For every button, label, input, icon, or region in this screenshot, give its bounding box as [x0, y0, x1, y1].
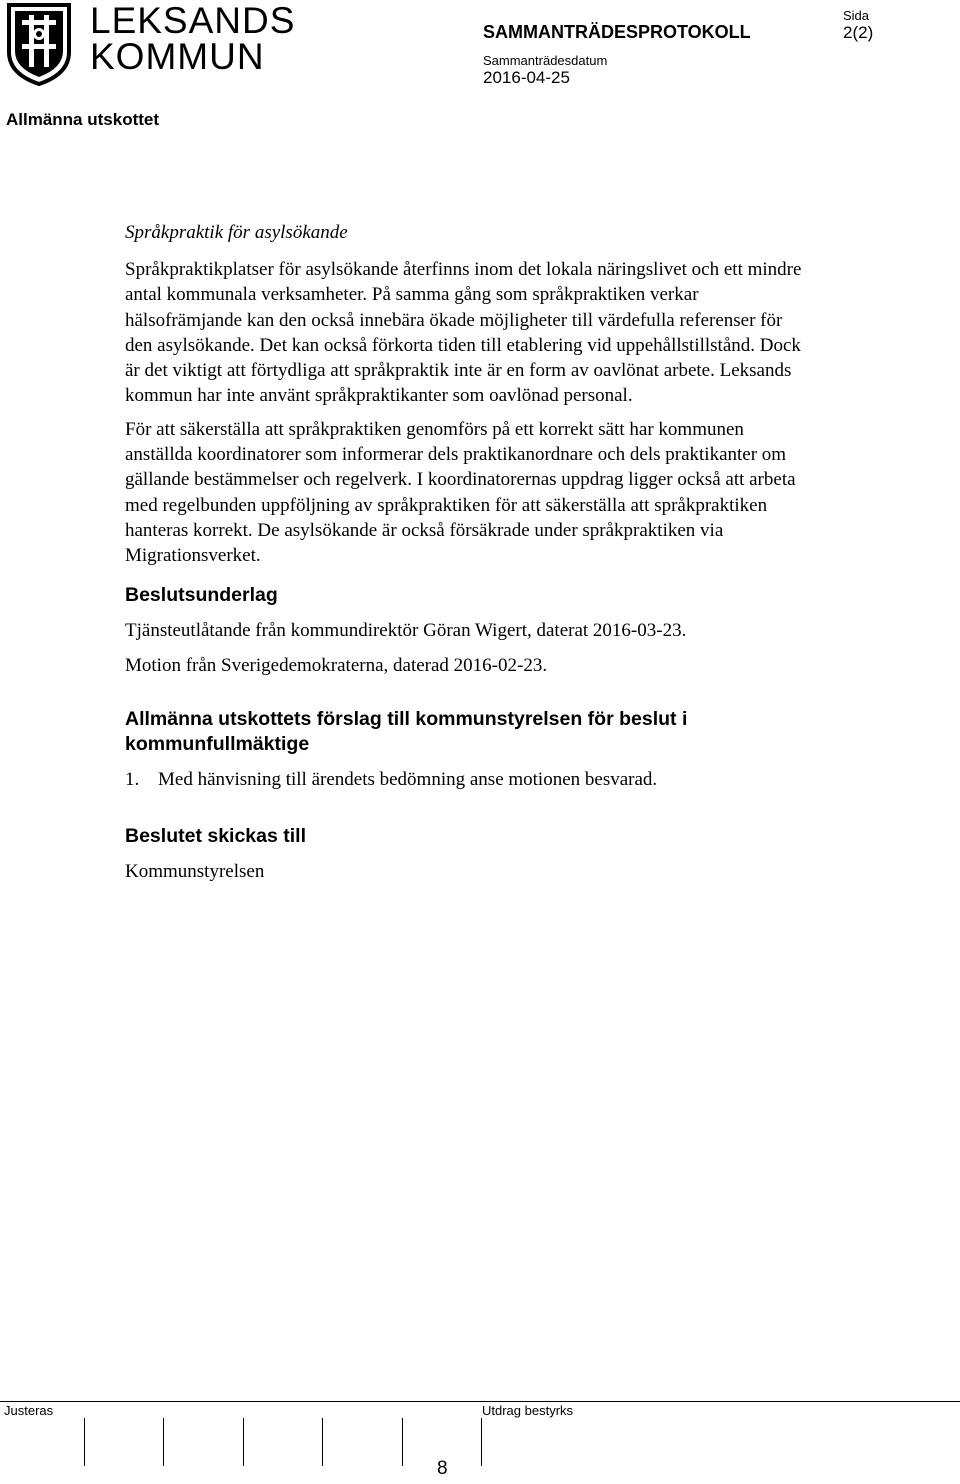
- list-item-number: 1.: [125, 769, 140, 791]
- document-type: SAMMANTRÄDESPROTOKOLL: [483, 22, 751, 42]
- signature-box-divider: [84, 1418, 85, 1466]
- beslutsunderlag-item: Motion från Sverigedemokraterna, daterad 2016-02-23.: [125, 654, 548, 676]
- committee-name: Allmänna utskottet: [6, 110, 160, 129]
- beslutsunderlag-item: Tjänsteutlåtande från kommundirektör Göran Wigert, daterat 2016-03-23.: [125, 619, 687, 641]
- footer-divider: [0, 1401, 960, 1402]
- signature-box-divider: [322, 1418, 323, 1466]
- org-name-line2: KOMMUN: [90, 36, 265, 77]
- org-name-line1: LEKSANDS: [90, 0, 296, 41]
- beslutsunderlag-heading: Beslutsunderlag: [125, 583, 278, 606]
- meeting-date-label: Sammanträdesdatum: [483, 53, 608, 68]
- page-indicator: 2(2): [843, 23, 874, 42]
- page-label: Sida: [843, 8, 870, 23]
- utdrag-bestyrks-label: Utdrag bestyrks: [482, 1403, 574, 1418]
- list-item-text: Med hänvisning till ärendets bedömning anse motionen besvarad.: [158, 769, 658, 791]
- meeting-date-value: 2016-04-25: [483, 68, 570, 87]
- body-paragraph-2: För att säkerställa att språkpraktiken genomförs på ett korrekt sätt har kommunen anställda koordinatorer som informerar dels praktikanordnare och dels praktikanter om gällande bestämmelser och regelverk. I koordinatorernas uppdrag ligger också att arbeta med regelbunden uppföljning av språkpraktiken för att säkerställa att språkpraktiken hanteras korrekt. De asylsökande är också försäkrade under språkpraktiken via Migrationsverket.: [125, 418, 796, 567]
- signature-box-divider: [481, 1418, 482, 1466]
- skickas-heading: Beslutet skickas till: [125, 825, 307, 848]
- forslag-list-item: [125, 767, 805, 792]
- forslag-heading: Allmänna utskottets förslag till kommunstyrelsen för beslut i kommunfullmäktige: [125, 708, 688, 756]
- recipient: Kommunstyrelsen: [125, 861, 265, 883]
- justeras-label: Justeras: [4, 1403, 54, 1418]
- page-number: 8: [437, 1458, 448, 1479]
- section-subtitle: Språkpraktik för asylsökande: [125, 222, 348, 243]
- signature-box-divider: [163, 1418, 164, 1466]
- body-paragraph-1: Språkpraktikplatser för asylsökande återfinns inom det lokala näringslivet och ett mindre antal kommunala verksamheter. På samma gång som språkpraktiken verkar hälsofrämjande kan den också innebära ökade möjligheter till värdefulla referenser för den asylsökande. Det kan också förkorta tiden till etablering vid uppehållstillstånd. Dock är det viktigt att förtydliga att språkpraktik inte är en form av oavlönat arbete. Leksands kommun har inte använt språkpraktikanter som oavlönad personal.: [125, 259, 802, 407]
- leksands-coat-of-arms-logo: [6, 2, 72, 86]
- signature-box-divider: [402, 1418, 403, 1466]
- protocol-body: [125, 219, 805, 885]
- signature-box-divider: [243, 1418, 244, 1466]
